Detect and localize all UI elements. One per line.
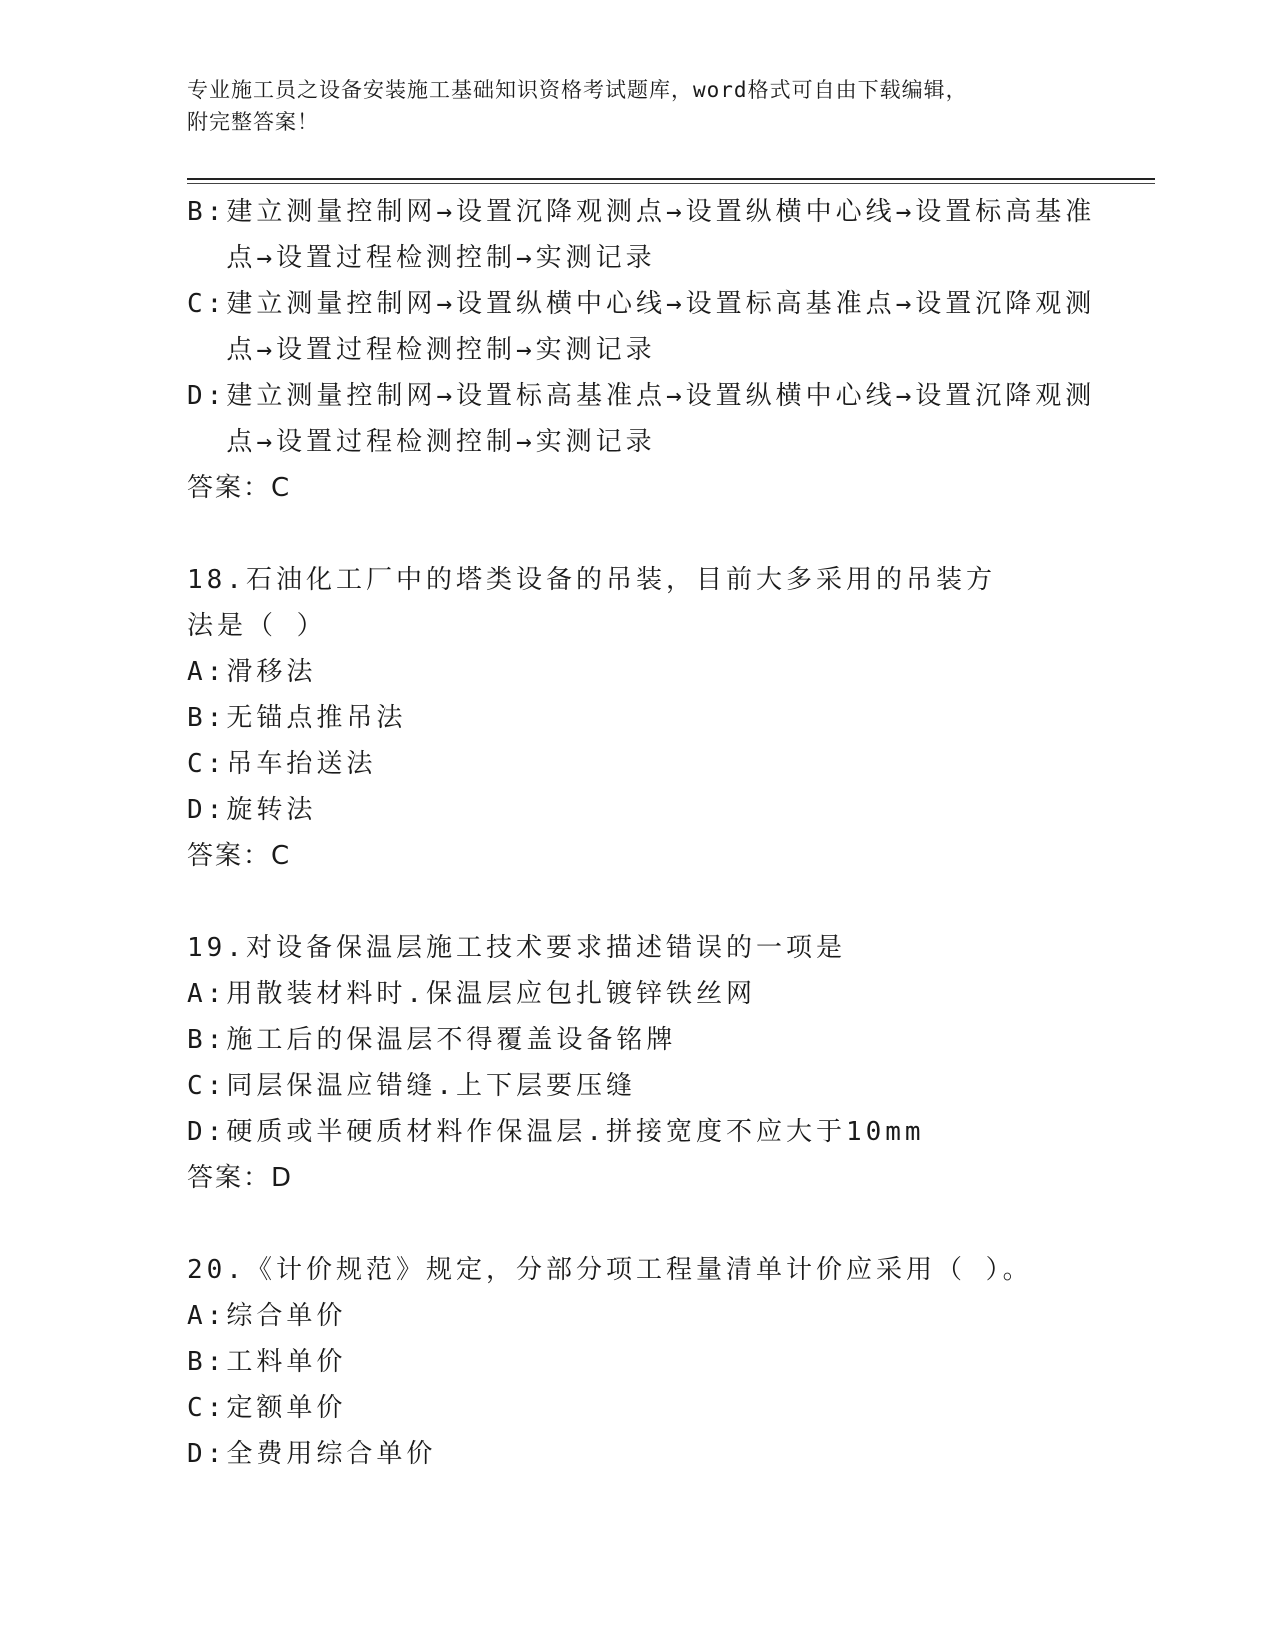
document-header <box>187 74 1087 138</box>
option-key: B: <box>187 703 227 733</box>
question-20-block <box>187 1247 1117 1477</box>
spacer <box>187 879 1117 925</box>
option-d <box>187 1109 1117 1155</box>
option-text: 建立测量控制网→设置沉降观测点→设置纵横中心线→设置标高基准点→设置过程检测控制→实测记录 <box>226 197 1096 273</box>
option-key: C: <box>187 289 227 319</box>
option-d <box>187 1431 1117 1477</box>
header-divider-thin <box>187 183 1155 184</box>
option-text: 建立测量控制网→设置标高基准点→设置纵横中心线→设置沉降观测点→设置过程检测控制→实测记录 <box>226 381 1096 457</box>
option-text: 定额单价 <box>226 1393 347 1423</box>
option-key: D: <box>187 381 227 411</box>
header-line-2: 附完整答案！ <box>187 110 319 134</box>
option-text: 用散装材料时.保温层应包扎镀锌铁丝网 <box>226 979 756 1009</box>
option-key: B: <box>187 1025 227 1055</box>
question-content <box>187 189 1117 1477</box>
option-d <box>187 787 1117 833</box>
option-b <box>187 189 1117 281</box>
answer: 答案：D <box>187 1163 294 1193</box>
option-a <box>187 1293 1117 1339</box>
question-stem: 20.《计价规范》规定，分部分项工程量清单计价应采用（ ）。 <box>187 1255 1033 1285</box>
option-key: A: <box>187 979 227 1009</box>
option-c <box>187 281 1117 373</box>
answer: 答案：C <box>187 841 292 871</box>
question-stem: 18.石油化工厂中的塔类设备的吊装，目前大多采用的吊装方法是（ ） <box>187 565 996 641</box>
spacer <box>187 1201 1117 1247</box>
option-key: C: <box>187 1071 227 1101</box>
option-key: A: <box>187 657 227 687</box>
option-text: 全费用综合单价 <box>226 1439 437 1469</box>
option-text: 旋转法 <box>226 795 317 825</box>
header-line-1: 专业施工员之设备安装施工基础知识资格考试题库，word格式可自由下载编辑， <box>187 78 968 102</box>
option-text: 滑移法 <box>226 657 317 687</box>
option-key: A: <box>187 1301 227 1331</box>
option-text: 无锚点推吊法 <box>226 703 407 733</box>
option-key: D: <box>187 1117 227 1147</box>
question-stem: 19.对设备保温层施工技术要求描述错误的一项是 <box>187 933 846 963</box>
question-19-block <box>187 925 1117 1201</box>
option-b <box>187 1339 1117 1385</box>
spacer <box>187 511 1117 557</box>
answer: 答案：C <box>187 473 292 503</box>
option-key: B: <box>187 197 227 227</box>
option-text: 同层保温应错缝.上下层要压缝 <box>226 1071 636 1101</box>
option-text: 综合单价 <box>226 1301 347 1331</box>
option-text: 施工后的保温层不得覆盖设备铭牌 <box>226 1025 677 1055</box>
option-text: 工料单价 <box>226 1347 347 1377</box>
option-key: C: <box>187 1393 227 1423</box>
option-a <box>187 971 1117 1017</box>
option-b <box>187 695 1117 741</box>
option-text: 吊车抬送法 <box>226 749 377 779</box>
option-key: D: <box>187 795 227 825</box>
option-text: 建立测量控制网→设置纵横中心线→设置标高基准点→设置沉降观测点→设置过程检测控制→实测记录 <box>226 289 1096 365</box>
header-divider-thick <box>187 178 1155 180</box>
option-c <box>187 741 1117 787</box>
question-17-block <box>187 189 1117 511</box>
option-key: B: <box>187 1347 227 1377</box>
option-c <box>187 1063 1117 1109</box>
option-key: C: <box>187 749 227 779</box>
option-a <box>187 649 1117 695</box>
option-b <box>187 1017 1117 1063</box>
option-text: 硬质或半硬质材料作保温层.拼接宽度不应大于10mm <box>226 1117 925 1147</box>
question-18-block <box>187 557 1117 879</box>
option-c <box>187 1385 1117 1431</box>
option-d <box>187 373 1117 465</box>
option-key: D: <box>187 1439 227 1469</box>
